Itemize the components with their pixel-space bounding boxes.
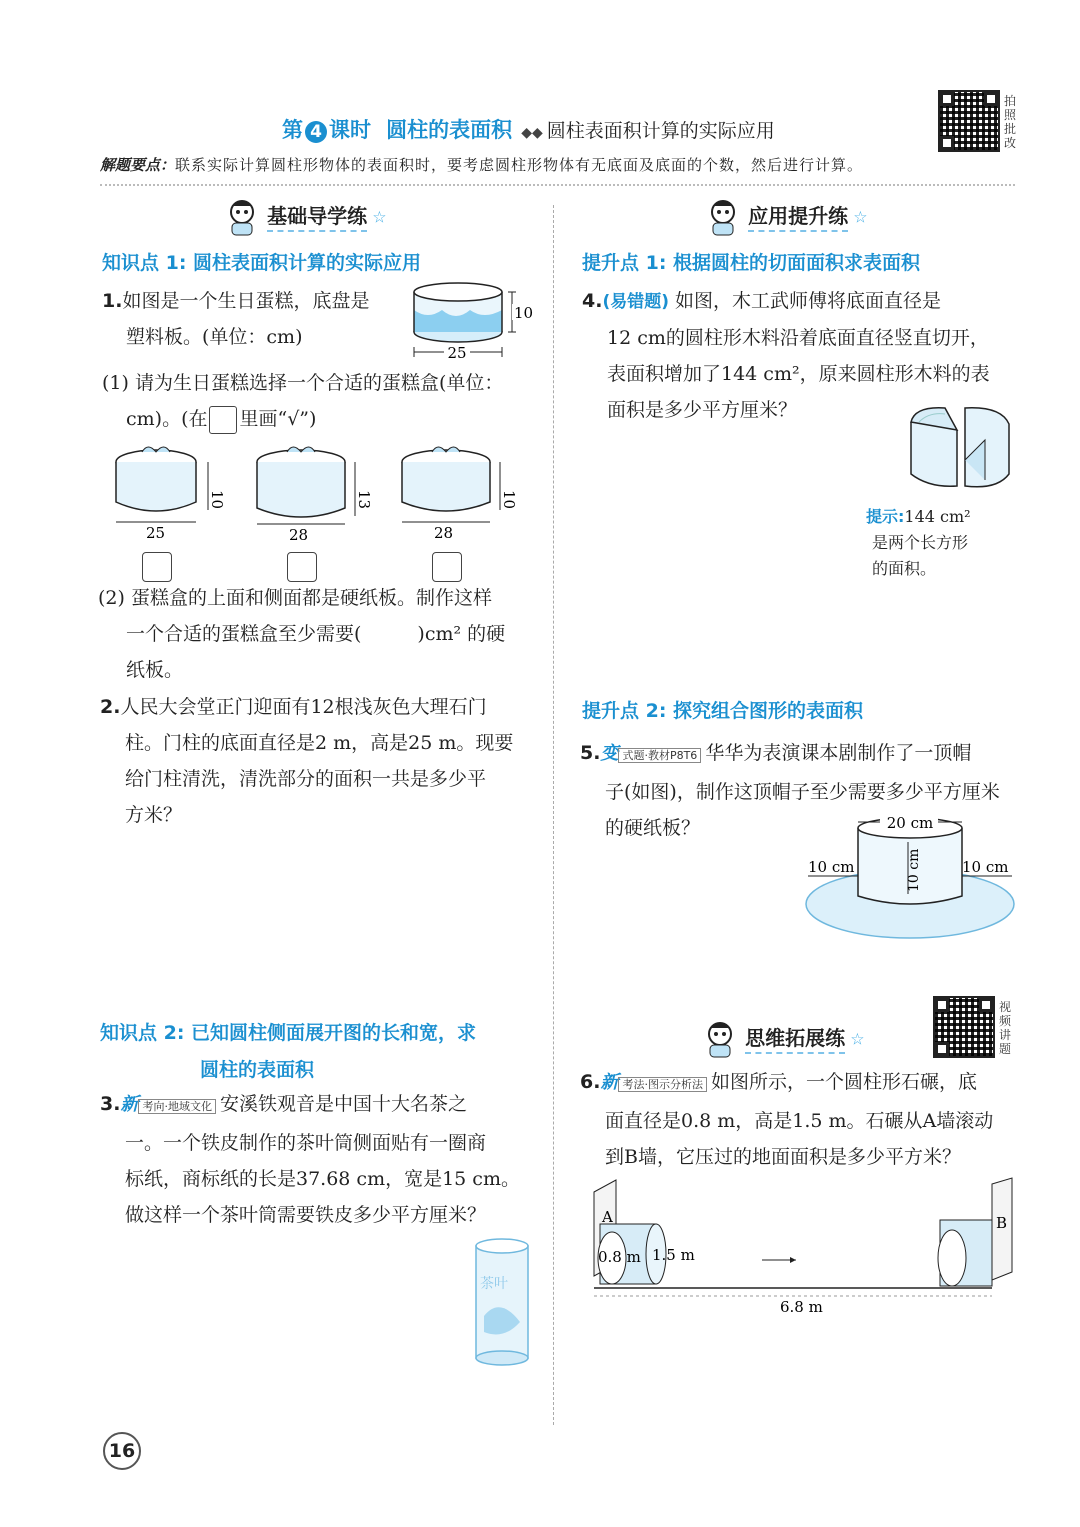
q6-new-mark: 新 (600, 1072, 619, 1093)
hat-figure (800, 808, 1020, 948)
distance-label: 6.8 m (780, 1298, 823, 1316)
section-title-basic-text: 基础导学练 (267, 204, 367, 232)
q3-new-mark: 新 (120, 1094, 139, 1115)
cake-height-label: 10 (514, 304, 534, 322)
roller-diameter-label: 0.8 m (598, 1248, 641, 1266)
q5-line2: 子(如图)，制作这顶帽子至少需要多少平方厘米 (605, 781, 1000, 803)
tips-text: 联系实际计算圆柱形物体的表面积时，要考虑圆柱形物体有无底面及底面的个数，然后进行计算。 (175, 156, 864, 174)
q3-line2: 一。一个铁皮制作的茶叶筒侧面贴有一圈商 (125, 1132, 487, 1154)
q4-line1: 如图，木工武师傅将底面直径是 (675, 290, 942, 312)
q3-line1: 安溪铁观音是中国十大名茶之 (219, 1093, 467, 1115)
q1-part1 (102, 365, 547, 437)
knowledge-point-2 (100, 1015, 550, 1089)
tea-can-text: 茶叶 (480, 1276, 508, 1292)
hat-height-label: 10 cm (906, 848, 922, 892)
q6-badge-b: 图示分析法 (647, 1078, 703, 1091)
wall-a-label: A (602, 1208, 613, 1226)
hat-top-label: 20 cm (886, 814, 934, 832)
q4-line4: 面积是多少平方厘米？ (607, 399, 798, 421)
wood-cylinder-figure (905, 400, 1015, 495)
cake-width-label: 25 (447, 344, 467, 362)
roller-figure (590, 1176, 1018, 1326)
box1-width: 25 (146, 524, 166, 542)
hint-label: 提示: (866, 507, 905, 526)
column-divider (553, 205, 554, 1425)
kp2-line2: 圆柱的表面积 (200, 1059, 315, 1081)
hint-line3: 的面积。 (872, 559, 937, 578)
q2-line1: 人民大会堂正门迎面有12根浅灰色大理石门 (120, 696, 487, 718)
lesson-title: 圆柱的表面积 (386, 118, 513, 142)
box2-width: 28 (289, 526, 309, 544)
q6-badge-a: 考法 (622, 1078, 645, 1091)
question-2 (100, 689, 550, 833)
diamond-icon: ◆◆ (521, 125, 543, 141)
cake-box-3 (402, 447, 518, 542)
q5-number: 5. (580, 742, 601, 764)
q1-text-line1: 如图是一个生日蛋糕，底盘是 (122, 290, 370, 312)
q2-number: 2. (100, 696, 121, 718)
box3-width: 28 (434, 524, 454, 542)
q2-line2: 柱。门柱的底面直径是2 m，高是25 m。现要 (125, 732, 514, 754)
q6-line3: 到B墙，它压过的地面面积是多少平方米？ (605, 1146, 961, 1168)
q6-badge: 考法·图示分析法 (618, 1077, 707, 1092)
mascot-icon (703, 198, 743, 238)
q4-tag: (易错题) (602, 292, 669, 312)
checkbox-box-3[interactable] (432, 552, 462, 582)
q5-line1: 华华为表演课本剧制作了一顶帽 (705, 742, 972, 764)
q1-part1-line1: (1) 请为生日蛋糕选择一个合适的蛋糕盒(单位： (102, 372, 504, 394)
q4-line2: 12 cm的圆柱形木料沿着底面直径竖直切开， (607, 327, 989, 349)
q3-badge-b: 地域文化 (167, 1100, 212, 1113)
mascot-icon (222, 198, 262, 238)
q6-number: 6. (580, 1071, 601, 1093)
page-number: 16 (103, 1432, 141, 1470)
q5-badge-b: 教材P8T6 (647, 749, 698, 762)
hint-line2: 是两个长方形 (872, 533, 969, 552)
q2-line3: 给门柱清洗，清洗部分的面积一共是多少平 (125, 768, 487, 790)
q1-part1-line2a: cm)。(在 (126, 408, 208, 430)
q4-number: 4. (582, 290, 603, 312)
question-3 (100, 1086, 550, 1233)
qr-code-video[interactable] (933, 996, 995, 1058)
q6-line1: 如图所示，一个圆柱形石碾，底 (710, 1071, 977, 1093)
box3-height: 10 (500, 490, 518, 510)
q1-text-line2: 塑料板。(单位：cm) (126, 326, 303, 348)
qr-label-video: 视频讲题 (999, 1000, 1012, 1056)
q1-part2-line1: (2) 蛋糕盒的上面和侧面都是硬纸板。制作这样 (98, 587, 492, 609)
improve-point-1: 提升点 1: 根据圆柱的切面面积求表面积 (582, 252, 921, 274)
q3-line4: 做这样一个茶叶筒需要铁皮多少平方厘米？ (125, 1204, 487, 1226)
hat-right-label: 10 cm (962, 858, 1009, 876)
section-title-extend-text: 思维拓展练 (745, 1026, 845, 1054)
star-icon: ☆ (850, 1029, 865, 1049)
lesson-subtitle: 圆柱表面积计算的实际应用 (546, 120, 775, 142)
section-title-extend (700, 1020, 865, 1060)
mascot-icon (700, 1020, 740, 1060)
qr-label-grading: 拍照批改 (1004, 94, 1017, 150)
q6-line2: 面直径是0.8 m，高是1.5 m。石碾从A墙滚动 (605, 1110, 994, 1132)
checkbox-box-2[interactable] (287, 552, 317, 582)
question-6 (580, 1064, 1030, 1175)
q5-badge: 式题·教材P8T6 (618, 748, 701, 763)
section-title-apply (703, 198, 868, 238)
q4-line3: 表面积增加了144 cm²，原来圆柱形木料的表 (607, 363, 990, 385)
cake-figure (408, 280, 543, 370)
star-icon: ☆ (372, 207, 387, 227)
inline-checkbox-sample (209, 406, 237, 434)
wall-b-label: B (996, 1214, 1008, 1232)
lesson-suffix: 课时 (329, 118, 371, 142)
q1-number: 1. (102, 290, 123, 312)
q3-badge-a: 考向 (142, 1100, 165, 1113)
q5-badge-a: 式题 (622, 749, 645, 762)
hint-line1: 144 cm² (904, 507, 971, 526)
hat-left-label: 10 cm (808, 858, 855, 876)
star-icon: ☆ (853, 207, 868, 227)
improve-point-2: 提升点 2: 探究组合图形的表面积 (582, 700, 864, 722)
q5-line3: 的硬纸板？ (605, 817, 701, 839)
q1-part2-line3: 纸板。 (126, 659, 184, 681)
q3-number: 3. (100, 1093, 121, 1115)
box1-height: 10 (208, 490, 226, 510)
section-title-apply-text: 应用提升练 (748, 204, 848, 232)
q4-hint-box (866, 504, 1014, 582)
cake-box-options (108, 440, 538, 550)
q1-part2 (98, 580, 548, 688)
knowledge-point-1: 知识点 1: 圆柱表面积计算的实际应用 (102, 252, 422, 274)
qr-code-grading[interactable] (938, 90, 1000, 152)
section-title-basic (222, 198, 387, 238)
q1-part2-line2b: )cm² 的硬 (417, 623, 506, 645)
tips-label: 解题要点： (100, 156, 176, 174)
lesson-header (282, 114, 842, 146)
box2-height: 13 (355, 490, 373, 510)
cake-box-1 (116, 447, 226, 542)
q5-variant-mark: 变 (600, 743, 619, 764)
checkbox-box-1[interactable] (142, 552, 172, 582)
q2-line4: 方米？ (125, 804, 183, 826)
lesson-number-badge: 4 (305, 121, 327, 143)
kp2-line1: 知识点 2: 已知圆柱侧面展开图的长和宽，求 (100, 1022, 477, 1044)
question-1 (102, 283, 412, 355)
q3-line3: 标纸，商标纸的长是37.68 cm，宽是15 cm。 (125, 1168, 520, 1190)
q3-badge: 考向·地域文化 (138, 1099, 216, 1114)
q1-part2-line2a: 一个合适的蛋糕盒至少需要( (126, 623, 362, 645)
lesson-prefix: 第 (282, 118, 303, 142)
tips-bar (100, 154, 1015, 186)
cake-box-2 (257, 447, 373, 544)
q1-part1-line2b: 里画“√”) (239, 408, 317, 430)
tea-can-figure (470, 1236, 534, 1368)
roller-height-label: 1.5 m (652, 1246, 695, 1264)
